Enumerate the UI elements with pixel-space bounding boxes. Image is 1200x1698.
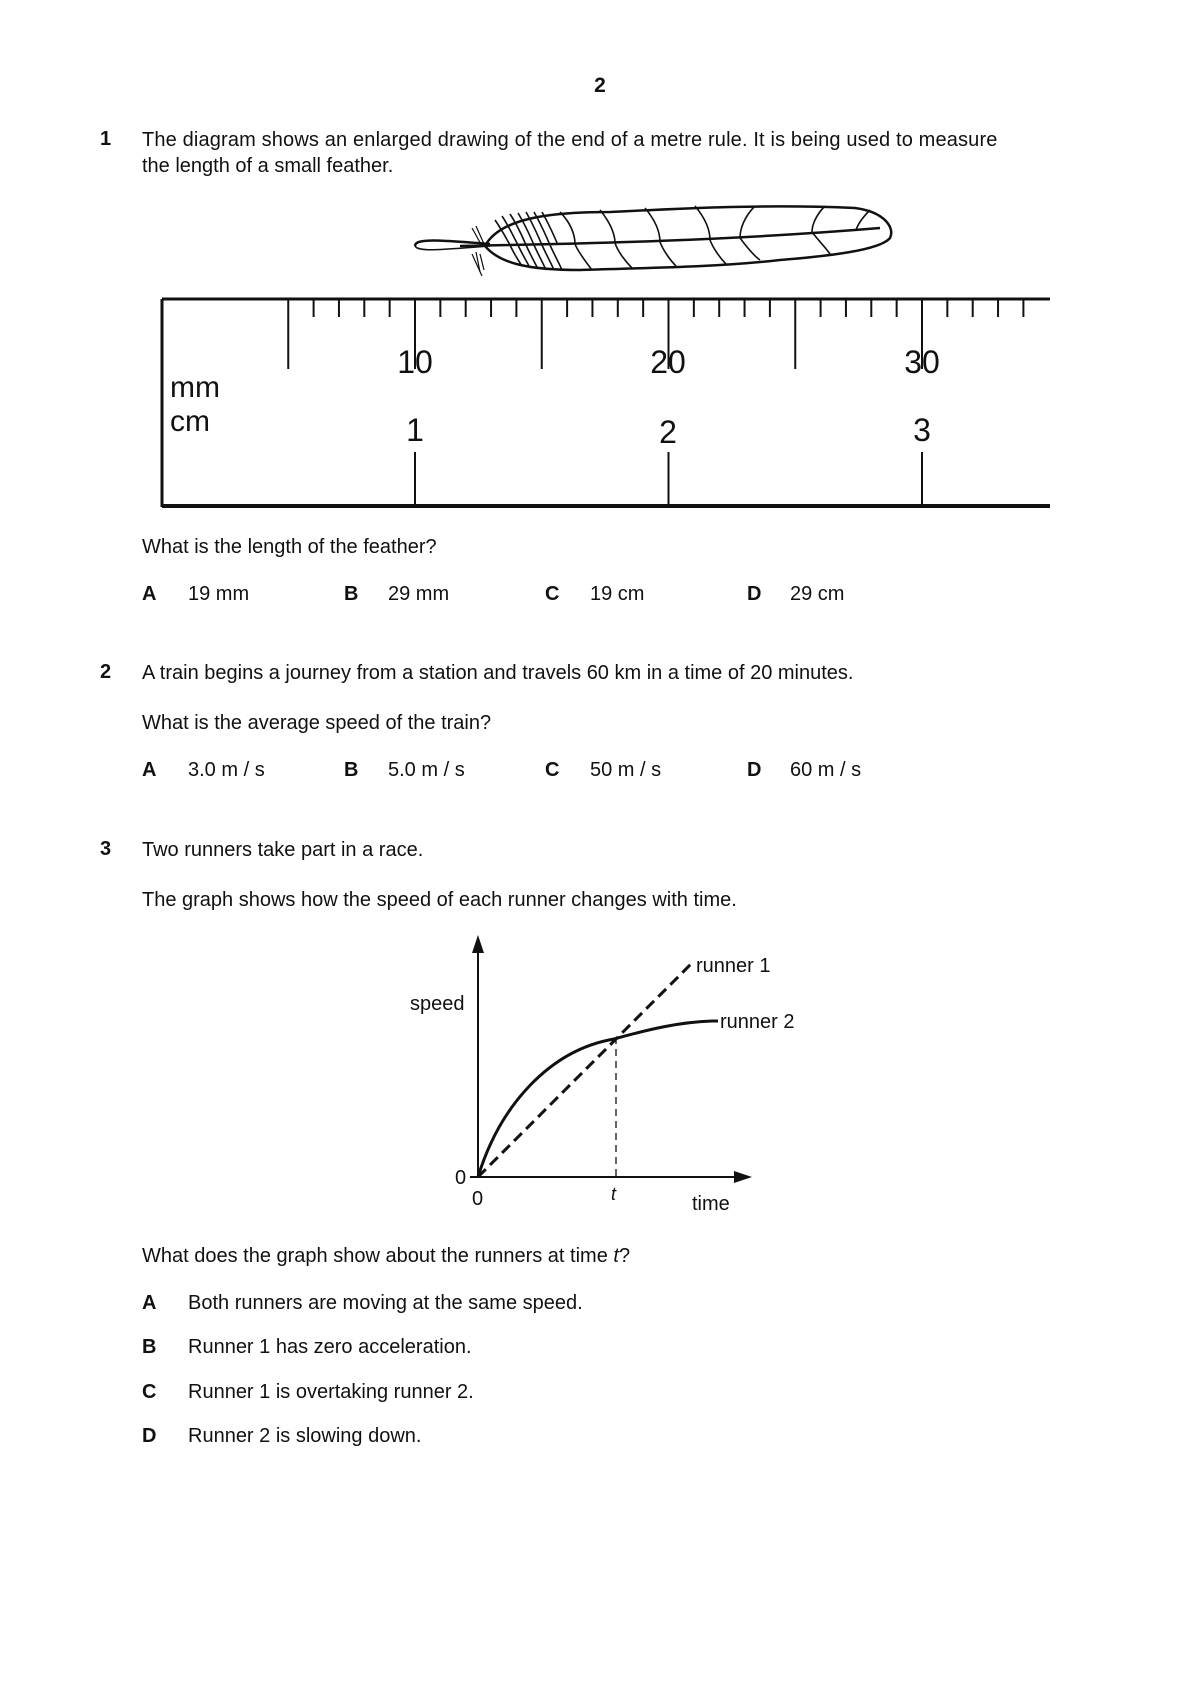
question-2-number: 2: [100, 661, 112, 683]
ruler-mm-label-10: 10: [397, 344, 433, 380]
ruler-mm-label-20: 20: [650, 344, 686, 380]
q1-option-b-text[interactable]: 29 mm: [388, 583, 450, 605]
page-number: 2: [594, 74, 606, 97]
question-3-number: 3: [100, 838, 112, 860]
q3-option-c-text[interactable]: Runner 1 is overtaking runner 2.: [188, 1381, 474, 1403]
question-3-prompt-prefix: What does the graph show about the runners at time: [142, 1245, 614, 1267]
question-3-text-1: Two runners take part in a race.: [142, 839, 424, 861]
ruler-unit-cm: cm: [170, 405, 210, 438]
q1-option-d-letter: D: [747, 583, 762, 605]
question-1-text-line-1: The diagram shows an enlarged drawing of the end of a metre rule. It is being used to measure: [142, 129, 998, 151]
q3-option-d-letter: D: [142, 1425, 157, 1447]
y-axis-arrow: [472, 935, 484, 953]
t-label: t: [611, 1184, 617, 1204]
q3-option-b-text[interactable]: Runner 1 has zero acceleration.: [188, 1336, 472, 1358]
q1-option-c-letter: C: [545, 583, 560, 605]
ruler-cm-label-1: 1: [406, 412, 424, 448]
question-1-prompt: What is the length of the feather?: [142, 536, 437, 558]
q2-option-a-text[interactable]: 3.0 m / s: [188, 759, 265, 781]
ruler-unit-mm: mm: [170, 371, 220, 404]
feather-image: [410, 198, 900, 298]
question-3-text-2: The graph shows how the speed of each runner changes with time.: [142, 889, 737, 911]
origin-x-label: 0: [472, 1188, 484, 1210]
question-1-text-line-2: the length of a small feather.: [142, 155, 394, 177]
q2-option-b-letter: B: [344, 759, 359, 781]
question-2-text: A train begins a journey from a station and travels 60 km in a time of 20 minutes.: [142, 662, 854, 684]
q2-option-c-text[interactable]: 50 m / s: [590, 759, 662, 781]
q1-option-a-text[interactable]: 19 mm: [188, 583, 250, 605]
q3-option-c-letter: C: [142, 1381, 157, 1403]
q1-option-c-text[interactable]: 19 cm: [590, 583, 645, 605]
q3-option-b-letter: B: [142, 1336, 157, 1358]
metre-rule: [160, 297, 1050, 509]
speed-time-graph: [400, 925, 820, 1215]
ruler-mm-label-30: 30: [904, 344, 940, 380]
ruler-cm-label-2: 2: [659, 414, 677, 450]
x-axis-arrow: [734, 1171, 752, 1183]
y-axis-label: speed: [410, 993, 465, 1015]
q3-option-a-letter: A: [142, 1292, 157, 1314]
question-2-prompt: What is the average speed of the train?: [142, 712, 492, 734]
q1-option-a-letter: A: [142, 583, 157, 605]
runner-2-label: runner 2: [720, 1011, 795, 1033]
ruler-cm-label-3: 3: [913, 412, 931, 448]
question-3-prompt-variable: t: [613, 1245, 619, 1267]
runner-2-curve: [478, 1021, 712, 1177]
question-3-prompt-suffix: ?: [618, 1245, 631, 1267]
q3-option-d-text[interactable]: Runner 2 is slowing down.: [188, 1425, 422, 1447]
q1-option-b-letter: B: [344, 583, 359, 605]
runner-1-label: runner 1: [696, 955, 771, 977]
q2-option-d-letter: D: [747, 759, 762, 781]
q1-option-d-text[interactable]: 29 cm: [790, 583, 845, 605]
question-3-prompt: [142, 1244, 630, 1268]
q2-option-d-text[interactable]: 60 m / s: [790, 759, 862, 781]
q2-option-b-text[interactable]: 5.0 m / s: [388, 759, 465, 781]
question-1-number: 1: [100, 128, 112, 150]
q3-option-a-text[interactable]: Both runners are moving at the same speed.: [188, 1292, 583, 1314]
q2-option-a-letter: A: [142, 759, 157, 781]
q2-option-c-letter: C: [545, 759, 560, 781]
origin-y-label: 0: [455, 1167, 467, 1189]
x-axis-label: time: [692, 1193, 730, 1215]
runner-1-line: [478, 963, 692, 1177]
